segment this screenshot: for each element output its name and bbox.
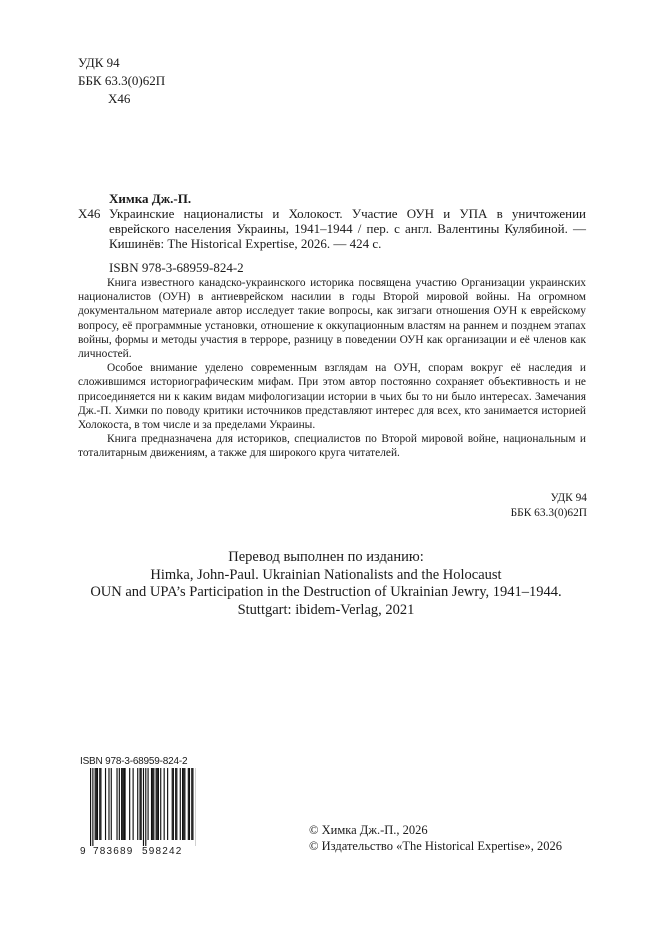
copyright-author: © Химка Дж.-П., 2026 bbox=[309, 823, 428, 837]
barcode-bar bbox=[175, 768, 176, 840]
barcode-bar bbox=[137, 768, 138, 840]
udk-code-bottom: УДК 94 bbox=[550, 492, 587, 504]
barcode-bar bbox=[123, 768, 124, 840]
barcode-digits-right: 598242 bbox=[142, 846, 183, 857]
translation-line-1: Перевод выполнен по изданию: bbox=[228, 549, 424, 565]
translation-line-2: Himka, John-Paul. Ukrainian Nationalists and the Holocaust bbox=[150, 566, 502, 583]
udk-code-top: УДК 94 bbox=[78, 55, 120, 70]
barcode-bar bbox=[111, 768, 112, 840]
barcode-bars bbox=[80, 768, 196, 846]
book-abstract bbox=[78, 276, 586, 461]
barcode-bar bbox=[157, 768, 158, 840]
barcode-bar bbox=[125, 768, 126, 840]
barcode-bar bbox=[96, 768, 97, 840]
barcode-bar bbox=[173, 768, 174, 840]
barcode-bar bbox=[164, 768, 165, 840]
barcode-bar bbox=[172, 768, 173, 840]
barcode-guard-bar bbox=[143, 768, 144, 846]
barcode-bar bbox=[141, 768, 142, 840]
isbn-barcode bbox=[80, 756, 196, 858]
abstract-paragraph-1: Книга известного канадско-украинского историка посвящена участию Организации украинских националистов (ОУН) в антиеврейском насилии в годы Второй мировой войны. На огромном документальном материале автор исследует такие вопросы, как зигзаги отношения ОУН к еврейскому вопросу, её программные установки, отношение к оккупационным властям на раннем и позднем этапах войны, формы и методы участия в терроре, разницу в поведении ОУН как организации и её членов как личностей. bbox=[78, 277, 586, 361]
barcode-bar bbox=[180, 768, 181, 840]
entry-author: Химка Дж.-П. bbox=[109, 191, 192, 206]
classification-bottom bbox=[511, 491, 587, 520]
barcode-bar bbox=[158, 768, 159, 840]
barcode-guard-bar bbox=[145, 768, 146, 846]
barcode-bar bbox=[139, 768, 140, 840]
barcode-bar bbox=[95, 768, 96, 840]
barcode-bar bbox=[192, 768, 193, 840]
barcode-bar bbox=[160, 768, 161, 840]
entry-description: Украинские националисты и Холокост. Участие ОУН и УПА в уничтожении еврейского населения Украины, 1941–1944 / пер. с англ. Валентины Кулябиной. — Кишинёв: The Historical Expertise, 2026. — 424 с. bbox=[109, 206, 586, 251]
barcode-bar bbox=[182, 768, 183, 840]
barcode-bar bbox=[152, 768, 153, 840]
barcode-bar bbox=[108, 768, 109, 840]
catalog-entry bbox=[78, 191, 586, 275]
barcode-bar bbox=[119, 768, 120, 840]
barcode-bar bbox=[99, 768, 100, 840]
barcode-bar bbox=[188, 768, 189, 840]
barcode-bar bbox=[153, 768, 154, 840]
barcode-bar bbox=[167, 768, 168, 840]
barcode-bar bbox=[105, 768, 106, 840]
bbk-code-top: ББК 63.3(0)62П bbox=[78, 73, 166, 88]
entry-author-mark: Х46 bbox=[78, 206, 101, 221]
translation-line-3: OUN and UPA’s Participation in the Destruction of Ukrainian Jewry, 1941–1944. bbox=[90, 584, 562, 600]
entry-row bbox=[78, 206, 586, 251]
translation-line-4: Stuttgart: ibidem-Verlag, 2021 bbox=[237, 601, 415, 618]
barcode-bar bbox=[151, 768, 152, 840]
barcode-bar bbox=[184, 768, 185, 840]
barcode-bar bbox=[156, 768, 157, 840]
translation-note bbox=[0, 549, 652, 619]
author-mark-top: Х46 bbox=[108, 91, 131, 106]
barcode-bar bbox=[176, 768, 177, 840]
abstract-paragraph-3: Книга предназначена для историков, специалистов по Второй мировой войне, национальным и тоталитарным движениям, а также для широкого круга читателей. bbox=[78, 433, 586, 460]
barcode-bar bbox=[133, 768, 134, 840]
barcode-digits-left: 783689 bbox=[93, 846, 134, 857]
bbk-code-bottom: ББК 63.3(0)62П bbox=[510, 506, 587, 519]
entry-isbn: ISBN 978-3-68959-824-2 bbox=[109, 260, 244, 275]
copyright-publisher: © Издательство «The Historical Expertise», 2026 bbox=[309, 839, 563, 853]
barcode-guard-bar bbox=[90, 768, 91, 846]
barcode-bar bbox=[121, 768, 122, 840]
barcode-bar bbox=[129, 768, 130, 840]
barcode-isbn-label: ISBN 978-3-68959-824-2 bbox=[80, 756, 188, 767]
barcode-digits bbox=[80, 846, 196, 858]
barcode-bar bbox=[122, 768, 123, 840]
barcode-digit-first: 9 bbox=[80, 846, 86, 857]
barcode-bar bbox=[97, 768, 98, 840]
barcode-bar bbox=[116, 768, 117, 840]
barcode-bar bbox=[191, 768, 192, 840]
copyright-block bbox=[309, 822, 562, 854]
barcode-bar bbox=[100, 768, 101, 840]
abstract-paragraph-2: Особое внимание уделено современным взглядам на ОУН, спорам вокруг её наследия и сложившимся историографическим мифам. При этом автор постоянно сохраняет объективность и не присоединяется ни к каким видам мифологизации истории в чьих бы то ни было интересах. Замечания Дж.-П. Химки по поводу критики источников представляют интерес для всех, кто занимается историей Холокоста, в том числе и за пределами Украины. bbox=[78, 362, 586, 432]
barcode-bar bbox=[183, 768, 184, 840]
barcode-bar bbox=[148, 768, 149, 840]
barcode-bar bbox=[189, 768, 190, 840]
barcode-guard-bar bbox=[92, 768, 93, 846]
